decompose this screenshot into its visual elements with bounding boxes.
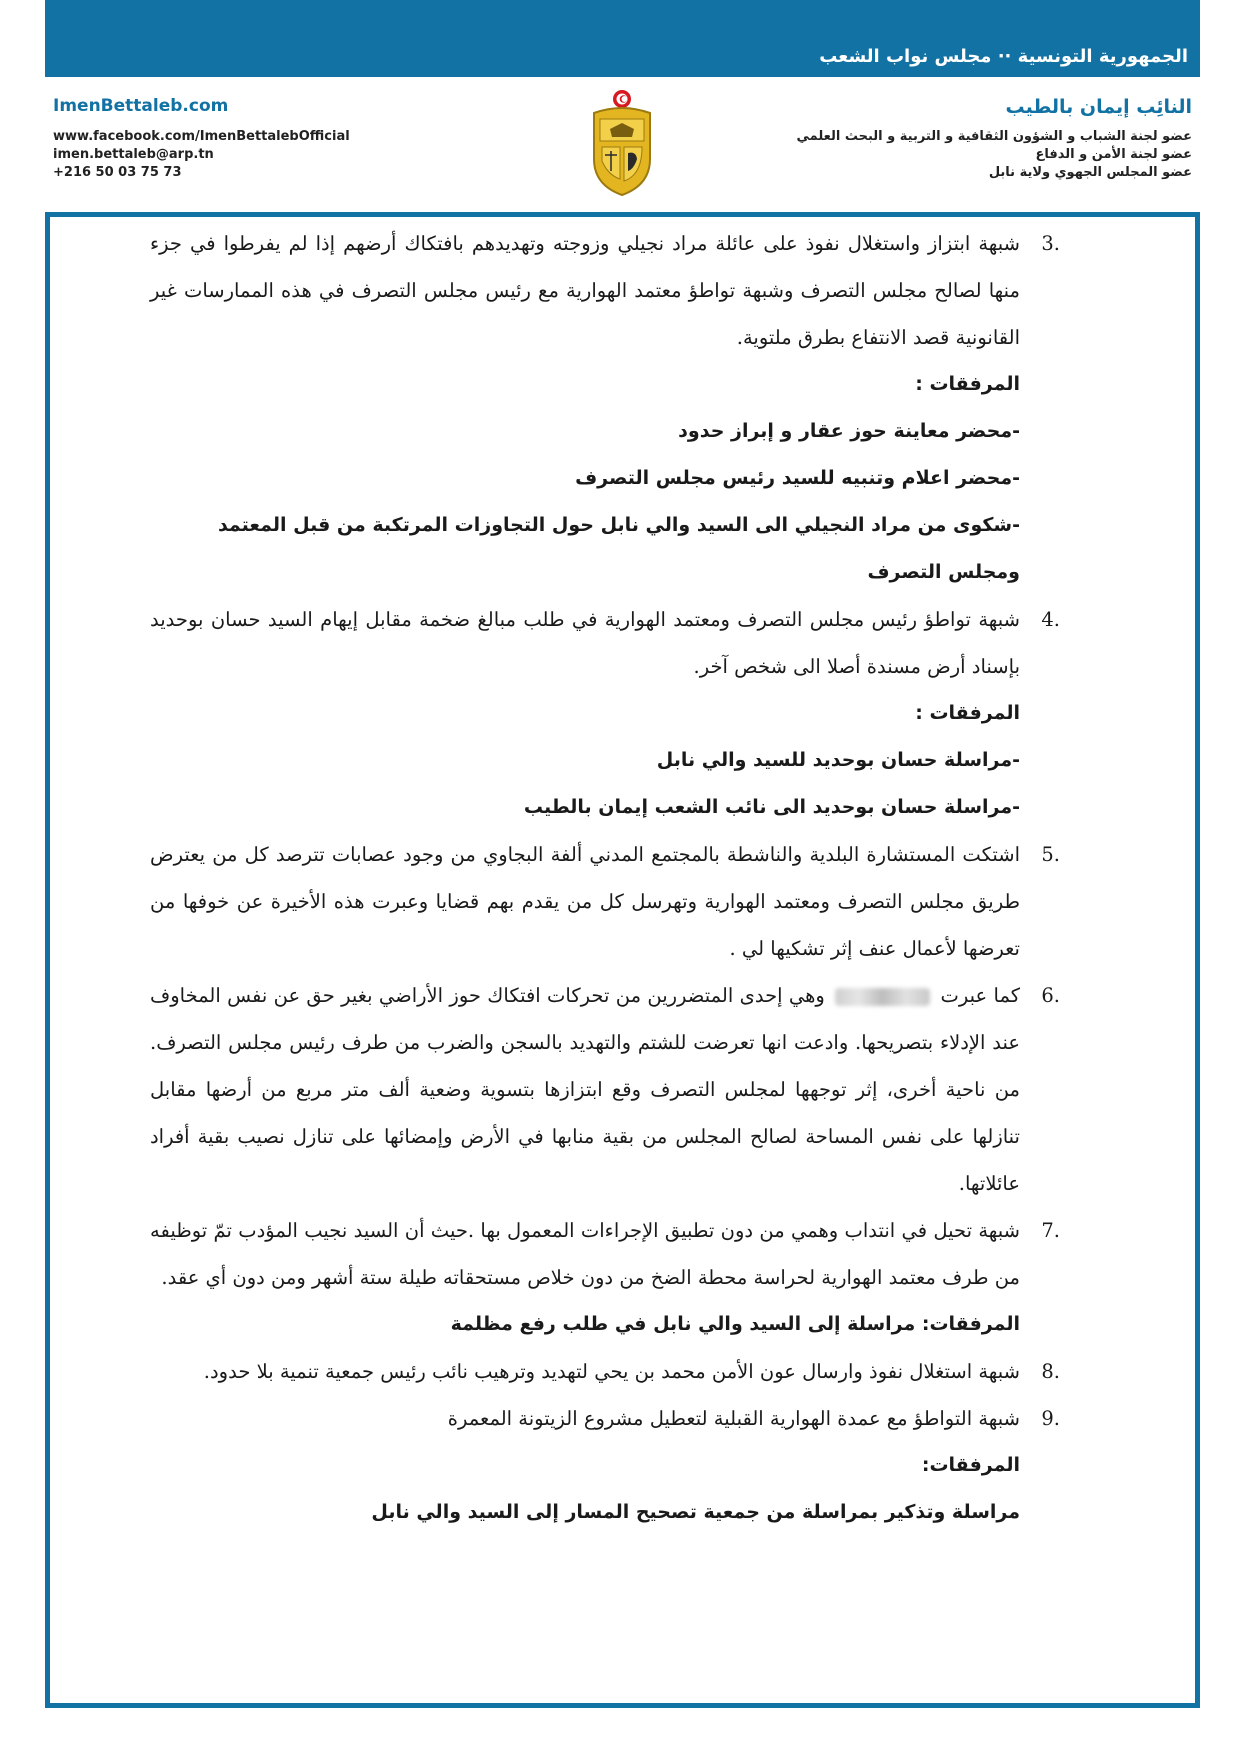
list-item	[150, 596, 1060, 690]
attachment-line: -شكوى من مراد النجيلي الى السيد والي نابل حول التجاوزات المرتكبة من قبل المعتمد ومجلس التصرف	[217, 514, 1020, 583]
banner-title: الجمهورية التونسية ⋅⋅ مجلس نواب الشعب	[819, 46, 1188, 67]
item-number: 4.	[1041, 608, 1060, 631]
item-text: شبهة استغلال نفوذ وارسال عون الأمن محمد بن يحي لتهديد وترهيب نائب رئيس جمعية تنمية بلا حدود.	[203, 1360, 1020, 1383]
item-text: وهي إحدى المتضررين من تحركات افتكاك حوز الأراضي بغير حق عن نفس المخاوف عند الإدلاء بتصريحها. وادعت انها تعرضت للشتم والتهديد بالسجن والضرب من طرف رئيس مجلس التصرف. من ناحية أخرى، إثر توجهها لمجلس التصرف وقع ابتزازها بتسوية وضعية ألف متر مربع من أرضها مقابل تنازلها على نفس المساحة لصالح المجلس من بقية منابها في الأرض وإمضائها على تنازل نصيب بقية أفراد عائلاتها.	[150, 984, 1020, 1195]
tunisia-coat-of-arms-icon	[586, 89, 658, 197]
role-line: عضو المجلس الجهوي ولاية نابل	[988, 165, 1192, 180]
list-item	[150, 1395, 1060, 1442]
list-item	[150, 972, 1060, 1207]
attachment-line: مراسلة وتذكير بمراسلة من جمعية تصحيح المسار إلى السيد والي نابل	[371, 1501, 1020, 1523]
email-link[interactable]: imen.bettaleb@arp.tn	[53, 147, 214, 162]
list-item	[150, 1348, 1060, 1395]
redacted-name	[835, 988, 930, 1006]
role-line: عضو لجنة الشباب و الشؤون الثقافية و التربية و البحث العلمي	[796, 129, 1192, 144]
phone-number: +216 50 03 75 73	[53, 165, 182, 180]
top-banner	[45, 0, 1200, 77]
list-item	[150, 831, 1060, 972]
item-number: 9.	[1041, 1407, 1060, 1430]
attachment-line: -محضر معاينة حوز عقار و إبراز حدود	[678, 420, 1020, 442]
website-link[interactable]: ImenBettaleb.com	[53, 96, 229, 116]
item-text: اشتكت المستشارة البلدية والناشطة بالمجتمع المدني ألفة البجاوي من وجود عصابات تترصد كل من يعترض طريق مجلس التصرف ومعتمد الهوارية وتهرسل كل من يقدم بهم قضايا وعبرت هذه الأخيرة عن خوفها من تعرضها لأعمال عنف إثر تشكيها لي .	[150, 843, 1020, 960]
facebook-link[interactable]: www.facebook.com/ImenBettalebOfficial	[53, 129, 350, 144]
list-item	[150, 220, 1060, 361]
attachment-line: -مراسلة حسان بوحديد الى نائب الشعب إيمان بالطيب	[523, 796, 1020, 818]
role-line: عضو لجنة الأمن و الدفاع	[1035, 147, 1192, 162]
document-body	[150, 220, 1060, 1536]
item-number: 6.	[1041, 984, 1060, 1007]
item-text: شبهة التواطؤ مع عمدة الهوارية القبلية لتعطيل مشروع الزيتونة المعمرة	[447, 1407, 1020, 1430]
attachment-line: -مراسلة حسان بوحديد للسيد والي نابل	[656, 749, 1020, 771]
item-number: 8.	[1041, 1360, 1060, 1383]
item-number: 5.	[1041, 843, 1060, 866]
item-text: شبهة تحيل في انتداب وهمي من دون تطبيق الإجراءات المعمول بها .حيث أن السيد نجيب المؤدب تمّ توظيفه من طرف معتمد الهوارية لحراسة محطة الضخ من دون خلاص مستحقاته طيلة ستة أشهر ومن دون أي عقد.	[150, 1219, 1020, 1289]
attachment-line: -محضر اعلام وتنبيه للسيد رئيس مجلس التصرف	[575, 467, 1020, 489]
item-text: شبهة ابتزاز واستغلال نفوذ على عائلة مراد نجيلي وزوجته وتهديدهم بافتكاك أرضهم إذا لم يفرطوا في جزء منها لصالح مجلس التصرف وشبهة تواطؤ معتمد الهوارية مع رئيس مجلس التصرف في هذه الممارسات غير القانونية قصد الانتفاع بطرق ملتوية.	[150, 232, 1020, 349]
attachments-label: المرفقات:	[921, 1454, 1020, 1476]
item-number: 7.	[1041, 1219, 1060, 1242]
attachments-label: المرفقات :	[915, 702, 1020, 724]
attachments-line: المرفقات: مراسلة إلى السيد والي نابل في طلب رفع مظلمة	[450, 1313, 1020, 1335]
item-number: 3.	[1041, 232, 1060, 255]
deputy-block	[796, 96, 1192, 182]
list-item	[150, 1207, 1060, 1301]
contact-block	[53, 96, 350, 182]
item-text: شبهة تواطؤ رئيس مجلس التصرف ومعتمد الهوارية في طلب مبالغ ضخمة مقابل إيهام السيد حسان بوحديد بإسناد أرض مسندة أصلا الى شخص آخر.	[150, 608, 1021, 678]
attachments-label: المرفقات :	[915, 373, 1020, 395]
item-text: كما عبرت	[940, 984, 1021, 1007]
deputy-name: النائِب إيمان بالطيب	[1005, 96, 1192, 118]
